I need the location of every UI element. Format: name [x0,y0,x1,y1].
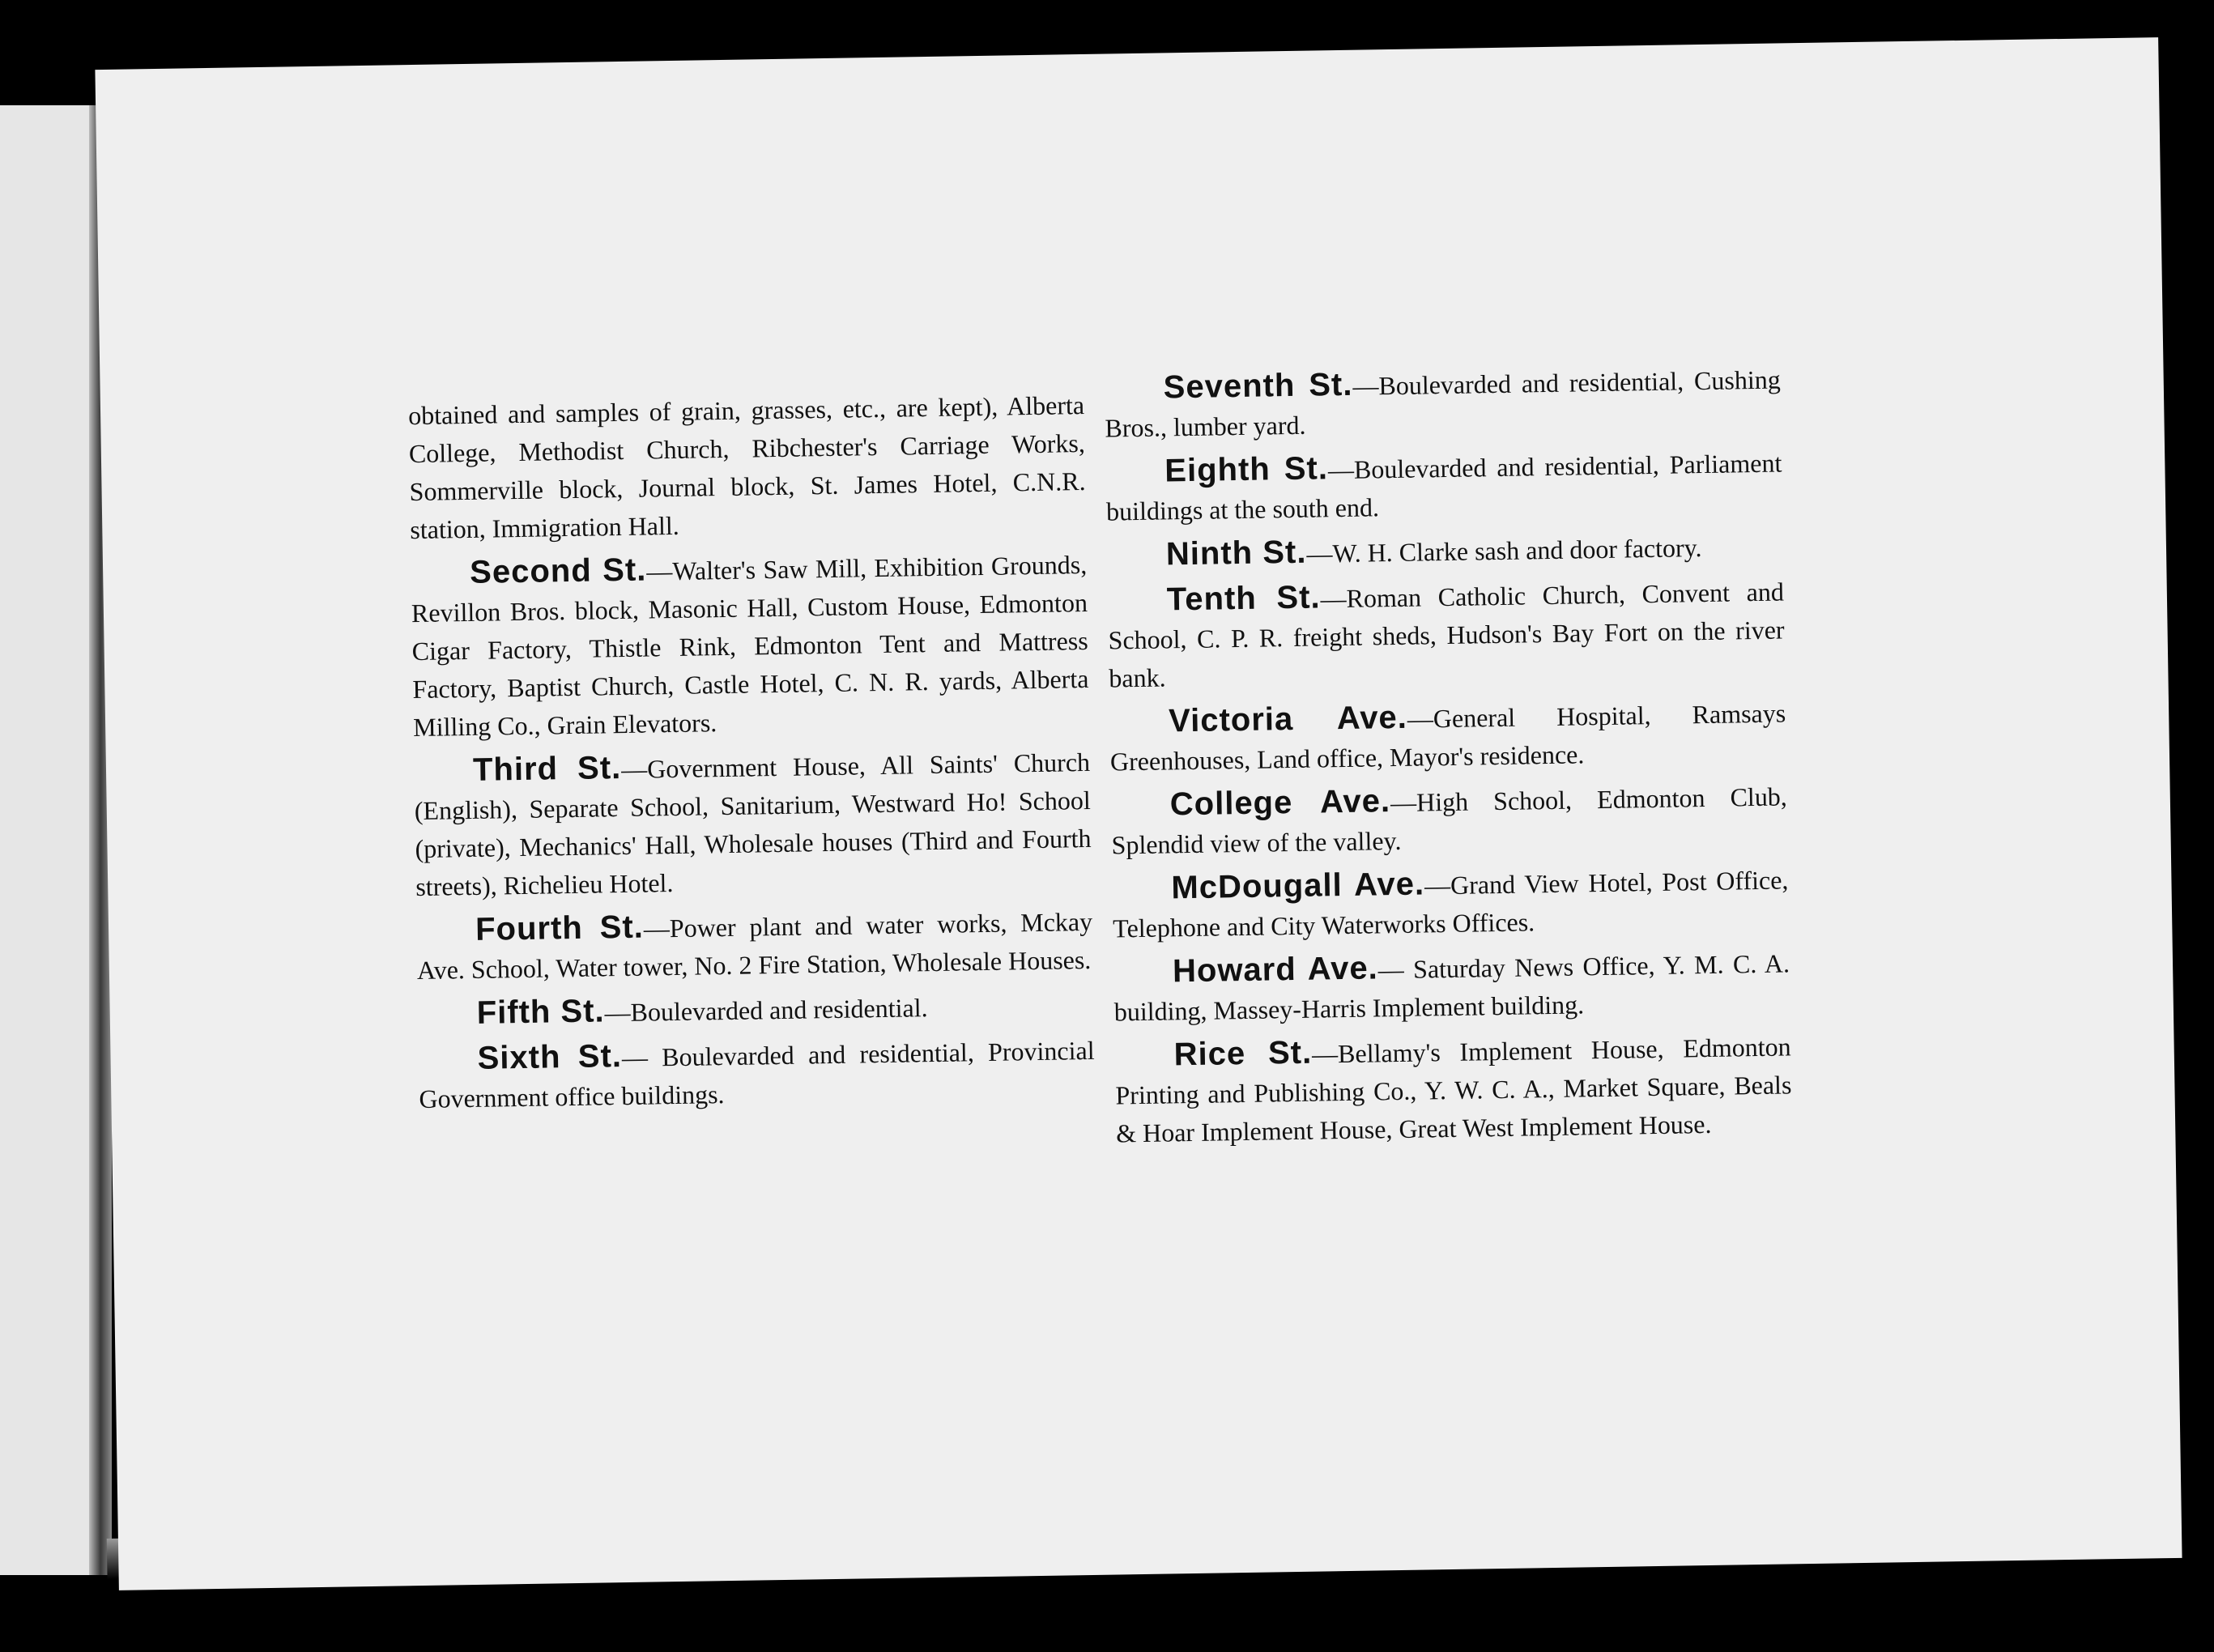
street-entry-mcdougall [1112,859,1789,947]
street-description: — Saturday News Office, Y. M. C. A. building, Massey-Harris Implement building. [1113,948,1790,1027]
continued-paragraph: obtained and samples of grain, grasses, etc., are kept), Alberta College, Methodist Church, Ribchester's Carriage Works, Sommerville block, Journal block, St. James Hotel, C.N.R. station, Immigration Hall. [407,390,1086,545]
street-description: —Boulevarded and residential. [604,993,928,1028]
street-entry-college [1110,776,1787,864]
street-entry-seventh [1104,359,1781,447]
street-entry-ninth [1107,526,1784,576]
street-description: —Government House, All Saints' Church (English), Separate School, Sanitarium, Westward Ho! School (private), Mechanics' Hall, Wholesale houses (Third and Fourth streets), Richelieu Hotel. [414,747,1092,902]
street-description: —General Hospital, Ramsays Greenhouses, Land office, Mayor's residence. [1109,698,1786,777]
right-text-column [1104,359,1792,1158]
street-entry-sixth [418,1030,1095,1118]
street-description: —Grand View Hotel, Post Office, Telephone and City Waterworks Offices. [1112,865,1789,943]
street-heading: Fourth St. [475,909,645,947]
street-heading: Howard Ave. [1172,950,1379,990]
book-page [95,37,2182,1590]
street-heading: McDougall Ave. [1171,866,1425,906]
street-heading: Ninth St. [1165,534,1307,573]
street-description: —Power plant and water works, Mckay Ave. School, Water tower, No. 2 Fire Station, Wholesale Houses. [416,906,1093,986]
street-entry-howard [1113,943,1790,1031]
street-entry-eighth [1105,442,1782,530]
street-heading: College Ave. [1169,783,1391,823]
left-text-column [408,386,1096,1124]
street-heading: Eighth St. [1164,450,1329,489]
street-description: —Roman Catholic Church, Convent and School, C. P. R. freight sheds, Hudson's Bay Fort on the river bank. [1108,577,1785,693]
street-description: —Boulevarded and residential, Cushing Bros., lumber yard. [1105,364,1781,443]
street-heading: Sixth St. [477,1038,623,1076]
street-heading: Tenth St. [1166,579,1321,618]
street-entry-fifth [417,985,1094,1035]
street-description: —High School, Edmonton Club, Splendid view of the valley. [1111,781,1788,860]
street-description: — Boulevarded and residential, Provincial Government office buildings. [419,1035,1095,1113]
street-entry-third [414,742,1092,906]
street-description: —W. H. Clarke sash and door factory. [1306,533,1702,568]
street-heading: Victoria Ave. [1168,699,1408,739]
street-description: —Walter's Saw Mill, Exhibition Grounds, Revillon Bros. block, Masonic Hall, Custom House, Edmonton Cigar Factory, Thistle Rink, Edmonton Tent and Mattress Factory, Baptist Church, Castle Hotel, C. N. R. yards, Alberta Milling Co., Grain Elevators. [411,549,1089,743]
street-entry-victoria [1109,692,1786,781]
street-entry-rice [1114,1026,1792,1152]
street-heading: Seventh St. [1163,366,1353,406]
street-heading: Fifth St. [476,993,605,1031]
street-heading: Rice St. [1173,1034,1313,1073]
street-entry-second [411,544,1090,747]
street-description: —Bellamy's Implement House, Edmonton Printing and Publishing Co., Y. W. C. A., Market Square, Beals & Hoar Implement House, Great West Implement House. [1115,1032,1792,1148]
street-heading: Third St. [472,750,622,788]
street-heading: Second St. [469,551,647,590]
street-entry-tenth [1107,571,1785,697]
street-description: —Boulevarded and residential, Parliament buildings at the south end. [1105,448,1782,526]
street-entry-fourth [416,901,1093,990]
